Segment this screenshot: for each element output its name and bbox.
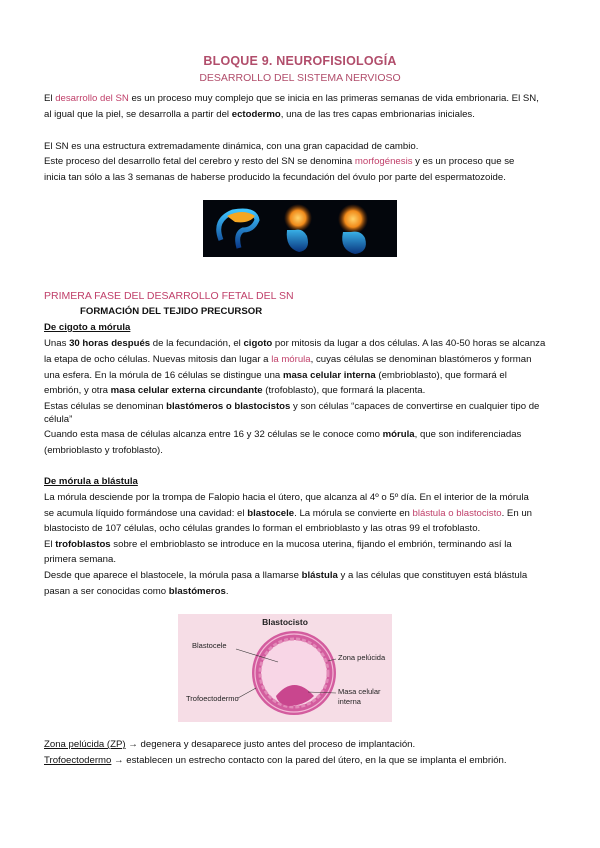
text: Este proceso del desarrollo fetal del cerebro y resto del SN se denomina xyxy=(44,156,355,167)
text: y es un proceso que se xyxy=(412,156,515,167)
bold-term: blastómeros xyxy=(168,586,226,597)
blastocyst-cell xyxy=(252,631,336,715)
text: y son células “capaces de convertirse en cualquier tipo de xyxy=(290,401,540,412)
intro-line-4 xyxy=(44,156,514,168)
note-term: Zona pelúcida (ZP) xyxy=(44,739,126,750)
term-highlight: la mórula xyxy=(271,354,311,365)
s2-line-3: blastocisto de 107 células, ocho células grandes lo forman el embrioblasto y las otras 99 el trofoblasto. xyxy=(44,523,481,534)
text: Desde que aparece el blastocele, la mórula pasa a llamarse xyxy=(44,570,302,581)
text: El xyxy=(44,539,56,550)
text: pasan a ser conocidas como xyxy=(44,586,169,597)
text: una esfera. En la mórula de 16 células se distingue una xyxy=(44,370,283,381)
text: y a las células que constituyen está blástula xyxy=(337,570,528,581)
text: , una de las tres capas embrionarias iniciales. xyxy=(280,109,475,120)
text: Cuando esta masa de células alcanza entre 16 y 32 células se le conoce como xyxy=(44,429,383,440)
text: la etapa de ocho células. Nuevas mitosis dan lugar a xyxy=(44,354,272,365)
s2-line-4 xyxy=(44,539,512,551)
bold-term: cigoto xyxy=(243,338,273,349)
s1-line-3 xyxy=(44,370,507,382)
s1-line-4 xyxy=(44,385,425,397)
s1-line-8: (embrioblasto y trofoblasto). xyxy=(44,445,163,456)
bold-term: masa celular externa circundante xyxy=(110,385,263,396)
s2-line-5: primera semana. xyxy=(44,554,116,565)
bold-term: mórula xyxy=(382,429,415,440)
section-heading: De mórula a blástula xyxy=(44,476,138,487)
text: , cuyas células se denominan blastómeros y forman xyxy=(310,354,532,365)
bold-term: trofoblastos xyxy=(55,539,111,550)
s1-line-1 xyxy=(44,338,545,350)
label-trofoectodermo: Trofoectodermo xyxy=(186,694,239,703)
bold-term: ectodermo xyxy=(231,109,281,120)
text: , que son indiferenciadas xyxy=(414,429,522,440)
s1-line-2 xyxy=(44,354,531,366)
text: de la fecundación, el xyxy=(150,338,244,349)
s1-line-6: célula” xyxy=(44,414,73,425)
s2-line-1: La mórula desciende por la trompa de Falopio hacia el útero, que alcanza al 4º o 5º día. En el interior de la mórula xyxy=(44,492,529,503)
label-blastocele: Blastocele xyxy=(192,641,227,650)
bold-term: blastómeros o blastocistos xyxy=(166,401,291,412)
page-title: BLOQUE 9. NEUROFISIOLOGÍA xyxy=(203,54,397,68)
text: sobre el embrioblasto se introduce en la mucosa uterina, fijando el embrión, terminando así la xyxy=(110,539,512,550)
s1-line-7 xyxy=(44,429,521,441)
embryo-development-image xyxy=(203,200,397,257)
note-trofoectodermo xyxy=(44,755,507,767)
term-highlight: morfogénesis xyxy=(354,156,413,167)
section-subtitle: FORMACIÓN DEL TEJIDO PRECURSOR xyxy=(80,306,263,317)
s2-line-7 xyxy=(44,586,229,598)
text: embrión, y otra xyxy=(44,385,111,396)
bold-term: 30 horas después xyxy=(69,338,151,349)
bold-term: blastocele xyxy=(247,508,295,519)
text: por mitosis da lugar a dos células. A las 40-50 horas se alcanza xyxy=(272,338,546,349)
bold-term: blástula xyxy=(301,570,338,581)
term-highlight: desarrollo del SN xyxy=(55,93,129,104)
text: Unas xyxy=(44,338,70,349)
s1-line-5 xyxy=(44,401,539,413)
page-subtitle: DESARROLLO DEL SISTEMA NERVIOSO xyxy=(199,72,401,84)
text: → establecen un estrecho contacto con la pared del útero, en la que se implanta el embrión. xyxy=(111,755,507,766)
text: Estas células se denominan xyxy=(44,401,167,412)
text: . En un xyxy=(501,508,532,519)
section-heading: De cigoto a mórula xyxy=(44,322,131,333)
s2-line-6 xyxy=(44,570,527,582)
label-interna: interna xyxy=(338,697,361,706)
text: → degenera y desaparece justo antes del proceso de implantación. xyxy=(125,739,416,750)
note-term: Trofoectodermo xyxy=(44,755,112,766)
section-title: PRIMERA FASE DEL DESARROLLO FETAL DEL SN xyxy=(44,290,294,302)
blastocyst-diagram xyxy=(178,614,392,722)
intro-line-1 xyxy=(44,93,539,105)
text: . La mórula se convierte en xyxy=(294,508,413,519)
intro-line-5: inicia tan sólo a las 3 semanas de haberse producido la fecundación del óvulo por parte del espermatozoide. xyxy=(44,172,506,183)
text: es un proceso muy complejo que se inicia en las primeras semanas de vida embrionaria. El SN, xyxy=(128,93,539,104)
label-zona-pelucida: Zona pelúcida xyxy=(338,653,386,662)
text: . xyxy=(225,586,229,597)
intro-line-3: El SN es una estructura extremadamente dinámica, con una gran capacidad de cambio. xyxy=(44,141,419,152)
term-highlight: blástula o blastocisto xyxy=(412,508,502,519)
label-masa-celular: Masa celular xyxy=(338,687,381,696)
note-zona-pelucida xyxy=(44,739,415,751)
text: El xyxy=(44,93,56,104)
text: al igual que la piel, se desarrolla a partir del xyxy=(44,109,232,120)
text: (embrioblasto), que formará el xyxy=(375,370,507,381)
text: se acumula líquido formándose una cavidad: el xyxy=(44,508,248,519)
s2-line-2 xyxy=(44,508,532,520)
intro-line-2 xyxy=(44,109,475,121)
diagram-title: Blastocisto xyxy=(262,617,308,627)
text: (trofoblasto), que formará la placenta. xyxy=(262,385,426,396)
bold-term: masa celular interna xyxy=(282,370,376,381)
